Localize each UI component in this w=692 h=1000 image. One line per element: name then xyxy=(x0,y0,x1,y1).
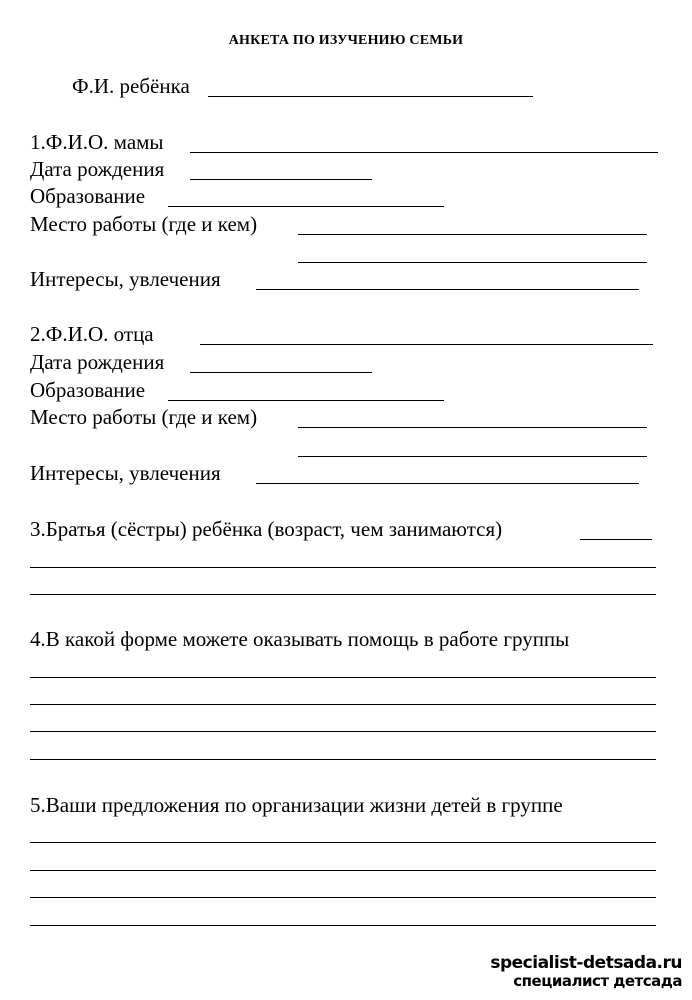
child-name-label: Ф.И. ребёнка xyxy=(72,74,190,98)
suggestions-line-4[interactable] xyxy=(30,925,656,926)
father-education-line[interactable] xyxy=(168,400,444,401)
siblings-line-1[interactable] xyxy=(30,567,656,568)
father-work-line-2[interactable] xyxy=(298,456,647,457)
father-name-label: 2.Ф.И.О. отца xyxy=(30,322,154,346)
father-name-line[interactable] xyxy=(200,344,653,345)
mother-name-label: 1.Ф.И.О. мамы xyxy=(30,130,164,154)
suggestions-line-1[interactable] xyxy=(30,842,656,843)
help-line-2[interactable] xyxy=(30,704,656,705)
help-line-3[interactable] xyxy=(30,731,656,732)
siblings-line-inline[interactable] xyxy=(580,539,652,540)
child-name-line[interactable] xyxy=(208,96,533,97)
document-title: АНКЕТА ПО ИЗУЧЕНИЮ СЕМЬИ xyxy=(228,33,464,48)
mother-work-line-2[interactable] xyxy=(298,262,647,263)
mother-interests-line[interactable] xyxy=(256,289,639,290)
watermark-site: specialist-detsada.ru xyxy=(490,953,682,973)
father-birth-line[interactable] xyxy=(190,372,372,373)
mother-education-line[interactable] xyxy=(168,206,444,207)
watermark-caption: специалист детсада xyxy=(513,972,682,990)
father-work-line[interactable] xyxy=(298,427,647,428)
suggestions-label: 5.Ваши предложения по организации жизни детей в группе xyxy=(30,793,563,817)
suggestions-line-2[interactable] xyxy=(30,870,656,871)
father-birth-label: Дата рождения xyxy=(30,350,165,374)
father-interests-label: Интересы, увлечения xyxy=(30,461,221,485)
mother-birth-label: Дата рождения xyxy=(30,157,165,181)
mother-work-line[interactable] xyxy=(298,234,647,235)
father-work-label: Место работы (где и кем) xyxy=(30,405,258,429)
help-label: 4.В какой форме можете оказывать помощь в работе группы xyxy=(30,627,570,651)
father-interests-line[interactable] xyxy=(256,483,639,484)
help-line-1[interactable] xyxy=(30,677,656,678)
suggestions-line-3[interactable] xyxy=(30,897,656,898)
mother-work-label: Место работы (где и кем) xyxy=(30,212,258,236)
help-line-4[interactable] xyxy=(30,759,656,760)
mother-name-line[interactable] xyxy=(190,152,658,153)
father-education-label: Образование xyxy=(30,378,146,402)
mother-interests-label: Интересы, увлечения xyxy=(30,267,221,291)
siblings-line-2[interactable] xyxy=(30,594,656,595)
siblings-label: 3.Братья (сёстры) ребёнка (возраст, чем занимаются) xyxy=(30,517,503,541)
mother-birth-line[interactable] xyxy=(190,179,372,180)
mother-education-label: Образование xyxy=(30,184,146,208)
